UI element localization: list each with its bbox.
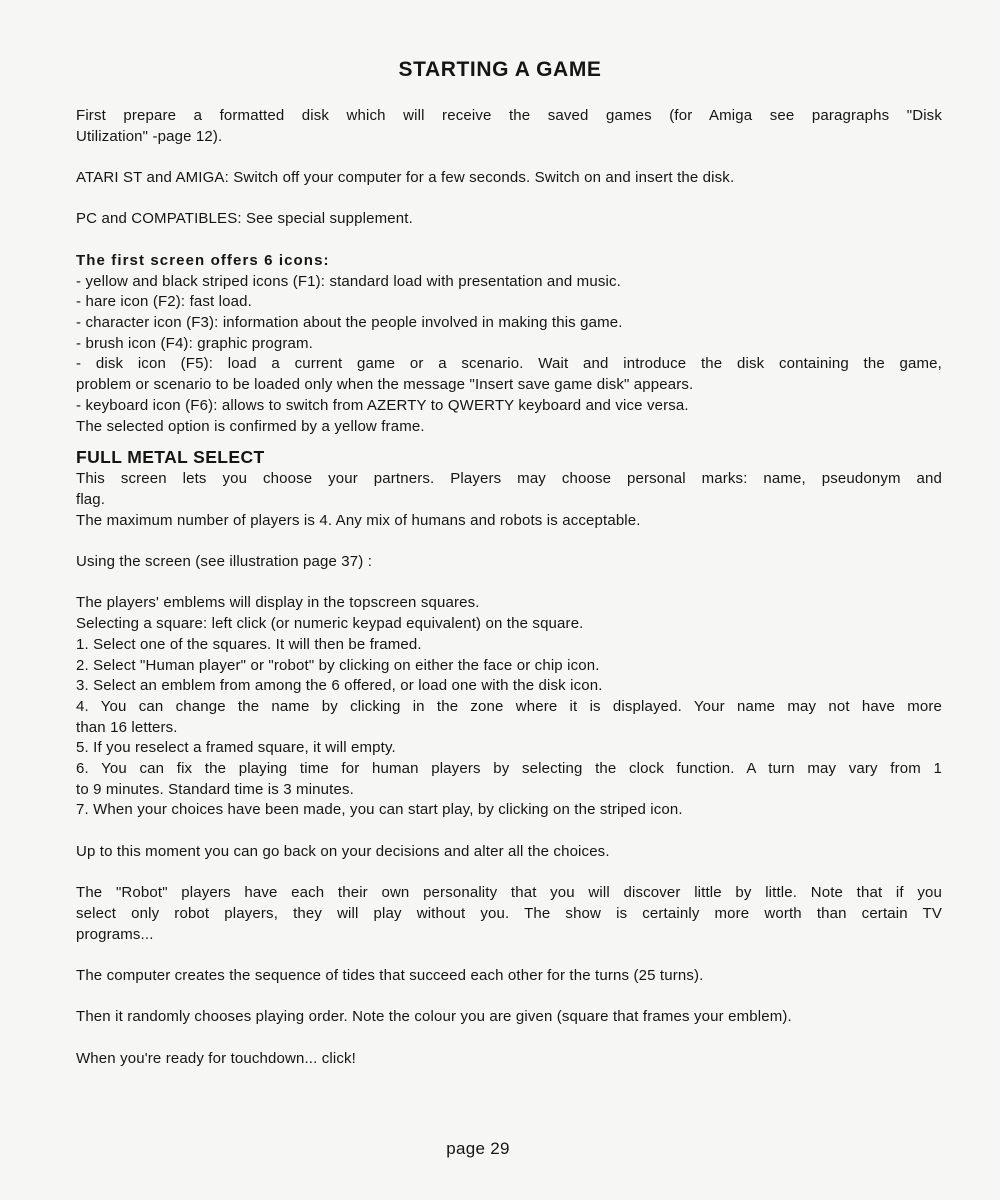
max-players-text: The maximum number of players is 4. Any mix of humans and robots is acceptable. (76, 511, 641, 529)
partners-line-2: flag. (76, 490, 106, 508)
page-title: STARTING A GAME (398, 58, 602, 81)
robot-line-2: select only robot players, they will play without you. The show is certainly more worth than certain TV (76, 904, 942, 922)
partners-line-1: This screen lets you choose your partners. Players may choose personal marks: name, pseudonym and (76, 470, 942, 488)
intro-paragraph (76, 106, 942, 147)
list-item-disk-line-2: problem or scenario to be loaded only when the message "Insert save game disk" appears. (76, 376, 694, 394)
step-5: 5. If you reselect a framed square, it will empty. (76, 739, 396, 757)
tides-text: The computer creates the sequence of tides that succeed each other for the turns (25 turns). (76, 967, 704, 984)
pc-paragraph (76, 209, 942, 230)
confirm-text: The selected option is confirmed by a yellow frame. (76, 417, 425, 435)
robot-line-1: The "Robot" players have each their own personality that you will discover little by little. Note that if you (76, 884, 942, 902)
step-1: 1. Select one of the squares. It will then be framed. (76, 635, 422, 653)
page-body (76, 106, 942, 1069)
touchdown-text: When you're ready for touchdown... click! (76, 1049, 356, 1067)
page-number: page 29 (446, 1139, 510, 1158)
list-item: - brush icon (F4): graphic program. (76, 334, 314, 352)
emblems-text: The players' emblems will display in the topscreen squares. (76, 594, 480, 612)
playing-order-text: Then it randomly chooses playing order. Note the colour you are given (square that frames your emblem). (76, 1008, 792, 1026)
robot-line-3: programs... (76, 925, 154, 943)
icon-list (76, 272, 942, 438)
list-item: - character icon (F3): information about the people involved in making this game. (76, 313, 623, 331)
full-metal-select-section (76, 469, 942, 1069)
selecting-text: Selecting a square: left click (or numeric keypad equivalent) on the square. (76, 615, 584, 633)
go-back-text: Up to this moment you can go back on your decisions and alter all the choices. (76, 842, 610, 860)
step-4-line-1: 4. You can change the name by clicking in the zone where it is displayed. Your name may not have more (76, 697, 942, 715)
step-7: 7. When your choices have been made, you can start play, by clicking on the striped icon. (76, 801, 683, 819)
atari-amiga-paragraph (76, 168, 942, 189)
step-3: 3. Select an emblem from among the 6 offered, or load one with the disk icon. (76, 677, 603, 695)
list-item: - yellow and black striped icons (F1): standard load with presentation and music. (76, 272, 621, 290)
intro-line-2: Utilization" -page 12). (76, 127, 223, 145)
full-metal-select-heading: FULL METAL SELECT (76, 447, 265, 468)
step-2: 2. Select "Human player" or "robot" by clicking on either the face or chip icon. (76, 656, 600, 674)
intro-line-1: First prepare a formatted disk which will receive the saved games (for Amiga see paragraphs "Disk (76, 107, 942, 124)
step-6-line-2: to 9 minutes. Standard time is 3 minutes. (76, 780, 354, 798)
list-item-disk-line-1: - disk icon (F5): load a current game or a scenario. Wait and introduce the disk containing the game, (76, 355, 942, 373)
step-4-line-2: than 16 letters. (76, 718, 178, 736)
list-item: - hare icon (F2): fast load. (76, 293, 252, 311)
list-item-keyboard: - keyboard icon (F6): allows to switch from AZERTY to QWERTY keyboard and vice versa. (76, 396, 689, 414)
atari-amiga-text: ATARI ST and AMIGA: Switch off your computer for a few seconds. Switch on and insert the disk. (76, 169, 735, 187)
step-6-line-1: 6. You can fix the playing time for human players by selecting the clock function. A turn may vary from 1 (76, 760, 942, 778)
first-screen-heading: The first screen offers 6 icons: (76, 251, 330, 269)
using-screen-text: Using the screen (see illustration page 37) : (76, 553, 373, 570)
pc-text: PC and COMPATIBLES: See special supplement. (76, 210, 413, 228)
